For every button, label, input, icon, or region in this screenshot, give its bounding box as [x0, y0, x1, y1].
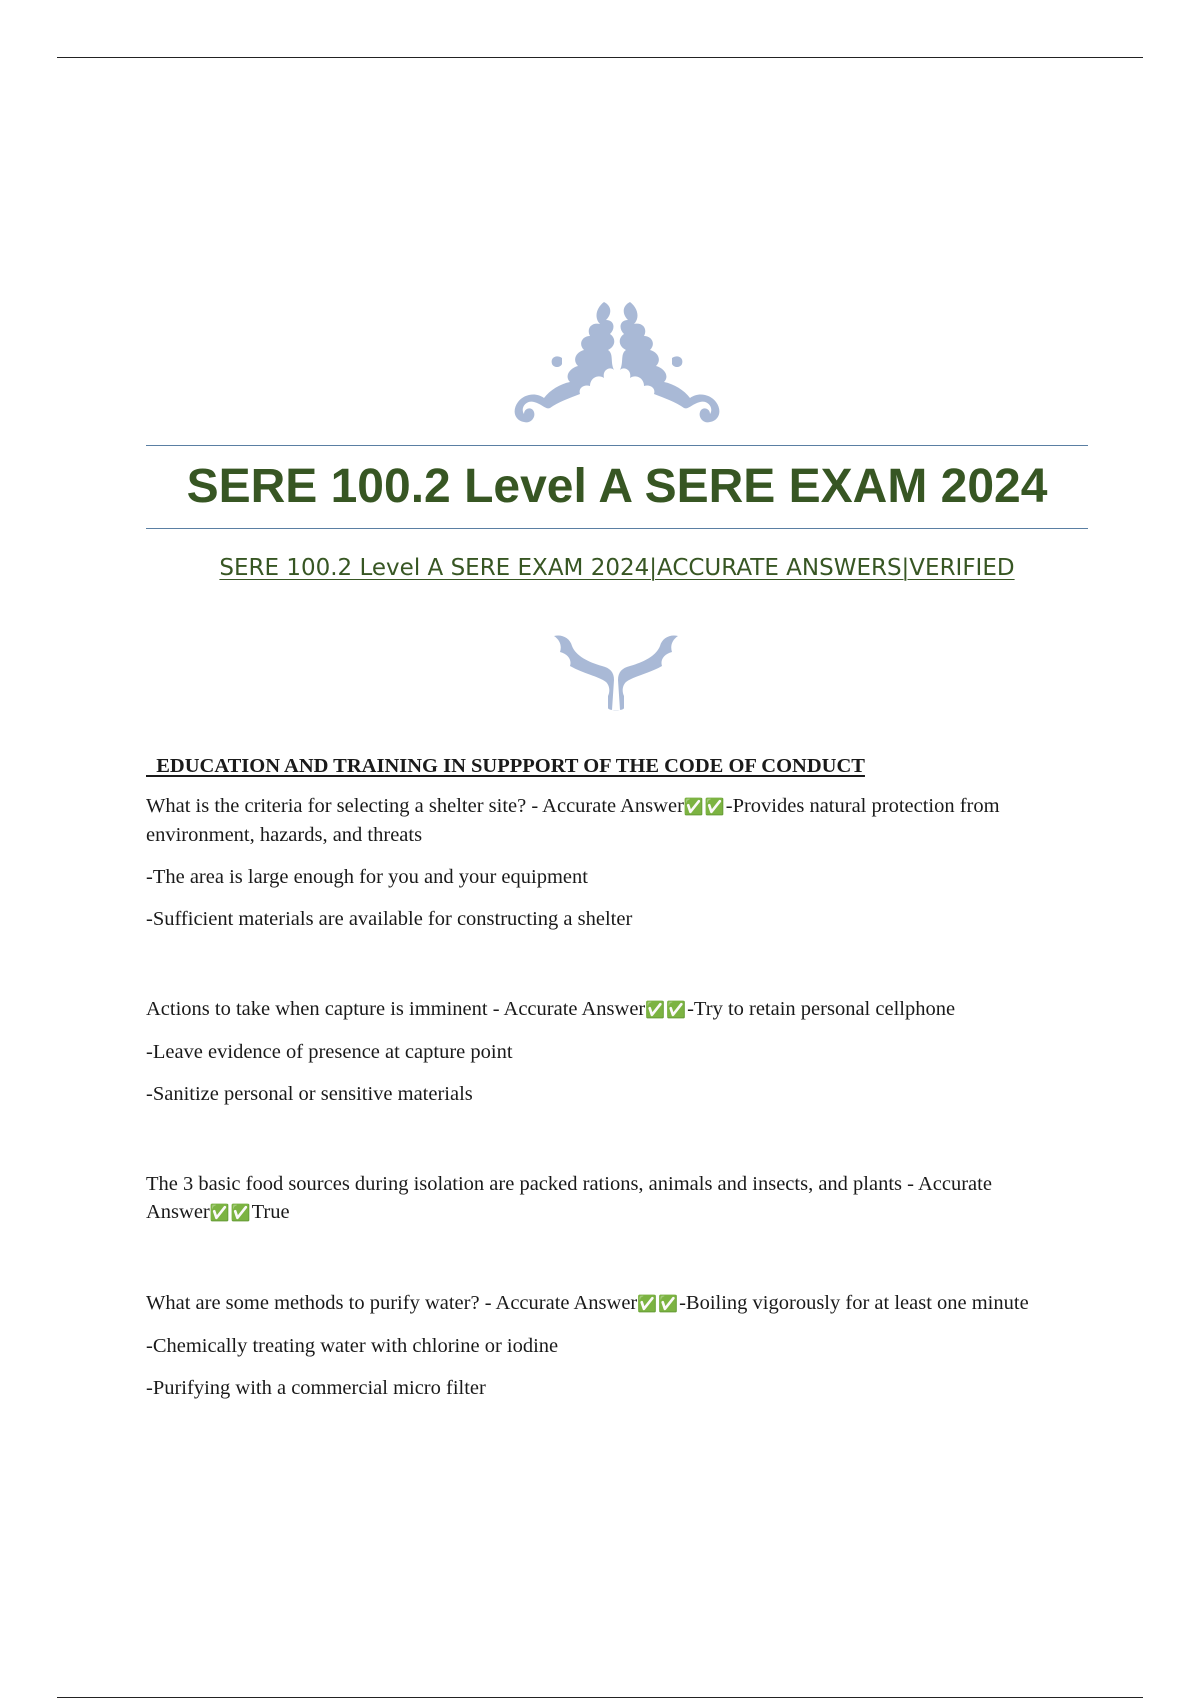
page-bottom-rule: [57, 1697, 1143, 1698]
answer-line: -Sufficient materials are available for constructing a shelter: [146, 908, 633, 930]
qa-item: [146, 792, 1088, 933]
ornament-flourish-icon: [500, 298, 734, 424]
question-text: What are some methods to purify water? - Accurate Answer✅✅-Boiling vigorously for at least one minute: [146, 1292, 1029, 1314]
check-mark-icon: ✅✅: [645, 1000, 688, 1019]
qa-item: [146, 995, 1088, 1108]
answer-line: -Sanitize personal or sensitive materials: [146, 1083, 473, 1105]
document-subtitle: SERE 100.2 Level A SERE EXAM 2024|ACCURATE ANSWERS|VERIFIED: [219, 555, 1015, 581]
qa-item: [146, 1170, 1088, 1227]
document-title: SERE 100.2 Level A SERE EXAM 2024: [186, 460, 1048, 513]
answer-line: -Purifying with a commercial micro filter: [146, 1377, 486, 1399]
title-upper-rule: [146, 445, 1088, 446]
section-heading: EDUCATION AND TRAINING IN SUPPPORT OF THE CODE OF CONDUCT: [146, 755, 865, 777]
question-text: What is the criteria for selecting a shelter site? - Accurate Answer✅✅-Provides natural protection from environment, hazards, and threats: [146, 795, 1000, 846]
page-top-rule: [57, 57, 1143, 58]
check-mark-icon: ✅✅: [683, 797, 726, 816]
answer-line: -Leave evidence of presence at capture point: [146, 1041, 513, 1063]
check-mark-icon: ✅✅: [637, 1294, 680, 1313]
qa-item: [146, 1289, 1088, 1402]
title-lower-rule: [146, 528, 1088, 529]
question-text: Actions to take when capture is imminent - Accurate Answer✅✅-Try to retain personal cellphone: [146, 998, 956, 1020]
question-text: The 3 basic food sources during isolation are packed rations, animals and insects, and plants - Accurate Answer✅✅True: [146, 1173, 992, 1223]
ornament-divider-icon: [552, 630, 680, 712]
answer-line: -The area is large enough for you and your equipment: [146, 866, 588, 888]
document-body: [146, 752, 1088, 1416]
check-mark-icon: ✅✅: [209, 1203, 252, 1222]
answer-line: -Chemically treating water with chlorine or iodine: [146, 1335, 559, 1357]
